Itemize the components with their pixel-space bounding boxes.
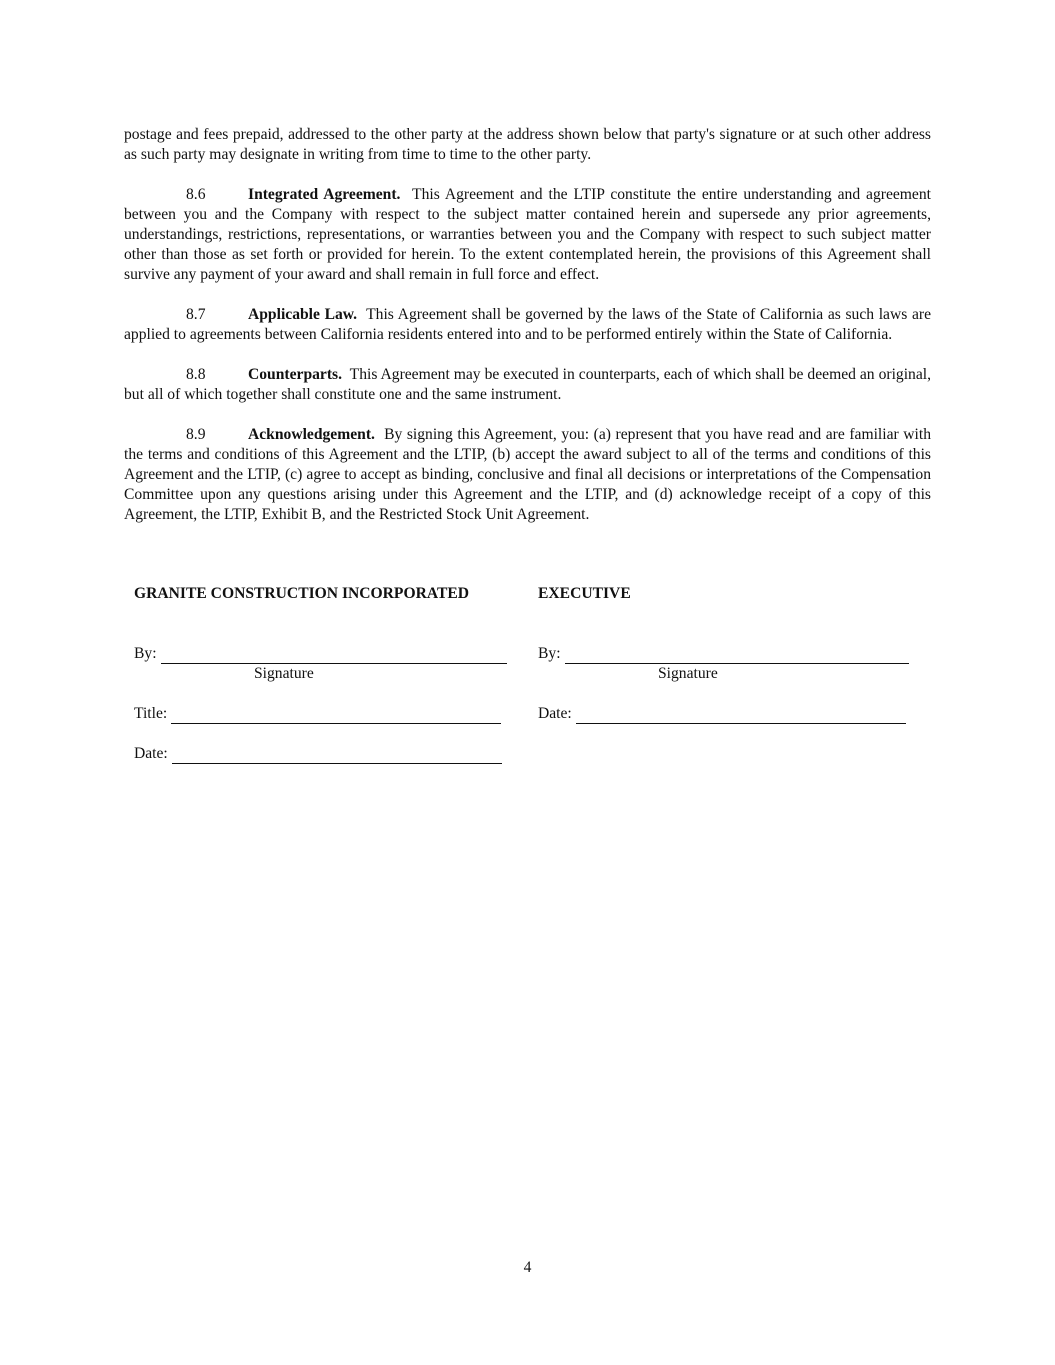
section-number: 8.7 [186,306,206,323]
section-heading: Applicable Law. [248,306,358,323]
section-8-8 [124,365,931,405]
section-text: This Agreement and the LTIP constitute the entire understanding and agreement between you and the Company with respect to the subject matter contained herein and supersede any prior agreements, understandings, restrictions, representations, or warranties between you and the Company with respect to such subject matter other than those as set forth or provided for herein. To the extent contemplated herein, the provisions of this Agreement shall survive any payment of your award and shall remain in full force and effect. [124,186,931,283]
company-title-field[interactable] [171,707,501,724]
section-heading: Acknowledgement. [248,426,375,443]
company-signature-column [134,584,514,762]
date-label: Date: [538,705,572,722]
executive-by-line [538,644,909,664]
section-number: 8.8 [186,366,206,383]
company-signature-field[interactable] [161,647,507,664]
company-signature-caption: Signature [254,665,314,682]
executive-signature-column [538,584,918,722]
date-label: Date: [134,745,168,762]
by-label: By: [538,645,561,662]
section-8-7 [124,305,931,345]
section-heading: Integrated Agreement. [248,186,401,203]
company-title-line [134,704,501,724]
executive-signature-field[interactable] [565,647,909,664]
by-label: By: [134,645,157,662]
company-date-field[interactable] [172,747,502,764]
section-text: By signing this Agreement, you: (a) represent that you have read and are familiar with the terms and conditions of this Agreement and the LTIP, (b) accept the award subject to all of the terms and conditions of this Agreement and the LTIP, (c) agree to accept as binding, conclusive and final all decisions or interpretations of the Compensation Committee upon any questions arising under this Agreement and the LTIP, and (d) acknowledge receipt of a copy of this Agreement, the LTIP, Exhibit B, and the Restricted Stock Unit Agreement. [124,426,932,523]
section-heading: Counterparts. [248,366,342,383]
section-8-6 [124,185,931,285]
section-text: This Agreement shall be governed by the laws of the State of California as such laws are applied to agreements between California residents entered into and to be performed entirely within the State of California. [124,306,932,343]
title-label: Title: [134,705,168,722]
executive-date-line [538,704,906,724]
executive-party-name: EXECUTIVE [538,585,631,602]
section-text: This Agreement may be executed in counterparts, each of which shall be deemed an original, but all of which together shall constitute one and the same instrument. [124,366,931,403]
company-date-line [134,744,502,764]
executive-signature-caption: Signature [658,665,718,682]
paragraph-continuation: postage and fees prepaid, addressed to the other party at the address shown below that party's signature or at such other address as such party may designate in writing from time to time to the other party. [124,126,931,163]
document-body [124,125,931,545]
section-number: 8.9 [186,426,206,443]
page-number: 4 [523,1259,532,1276]
section-8-9 [124,425,931,525]
company-party-name: GRANITE CONSTRUCTION INCORPORATED [134,585,470,602]
executive-date-field[interactable] [576,707,906,724]
company-by-line [134,644,507,664]
section-number: 8.6 [186,186,206,203]
